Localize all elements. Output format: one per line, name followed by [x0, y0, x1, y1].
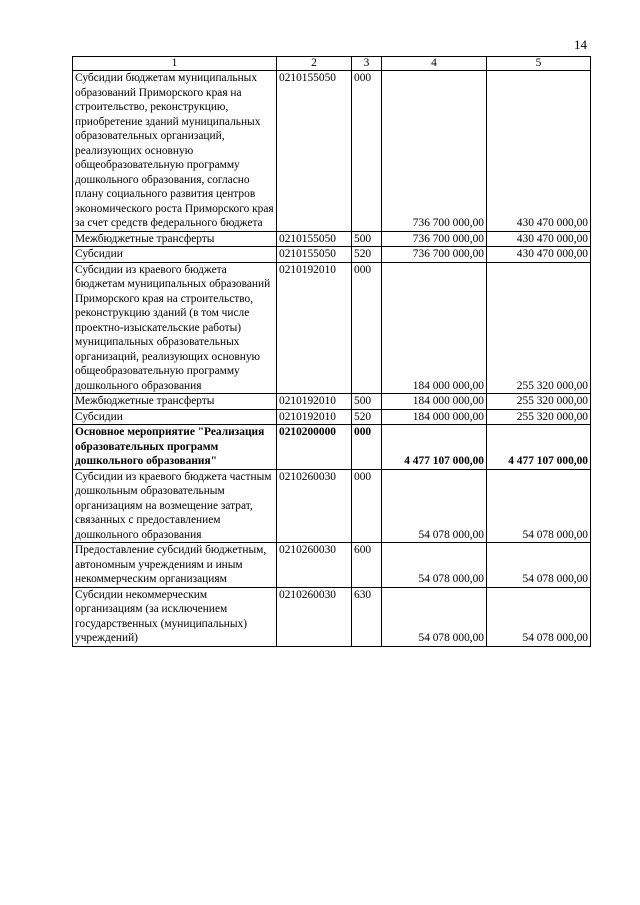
row-vr-code: 000: [352, 262, 382, 394]
row-csr-code: 0210200000: [277, 425, 352, 470]
row-amount-4: 54 078 000,00: [382, 469, 487, 543]
row-amount-5: 54 078 000,00: [487, 543, 591, 588]
row-csr-code: 0210260030: [277, 587, 352, 646]
row-vr-code: 000: [352, 71, 382, 232]
column-header: 5: [487, 57, 591, 71]
table-row-bold: [73, 425, 591, 470]
row-csr-code: 0210260030: [277, 543, 352, 588]
row-name: Субсидии из краевого бюджета частным дошкольным образовательным организациям на возмещение затрат, связанных с предоставлением дошкольного образования: [73, 469, 277, 543]
table-row: [73, 247, 591, 263]
row-name: Субсидии: [73, 247, 277, 263]
row-amount-4: 736 700 000,00: [382, 231, 487, 247]
row-csr-code: 0210192010: [277, 409, 352, 425]
row-amount-4: 4 477 107 000,00: [382, 425, 487, 470]
row-vr-code: 000: [352, 469, 382, 543]
row-amount-5: 255 320 000,00: [487, 394, 591, 410]
table-row: [73, 543, 591, 588]
row-amount-4: 54 078 000,00: [382, 587, 487, 646]
row-amount-4: 184 000 000,00: [382, 409, 487, 425]
row-amount-5: 430 470 000,00: [487, 71, 591, 232]
column-header: 4: [382, 57, 487, 71]
budget-table: [72, 56, 591, 647]
row-amount-5: 4 477 107 000,00: [487, 425, 591, 470]
row-vr-code: 500: [352, 231, 382, 247]
row-csr-code: 0210260030: [277, 469, 352, 543]
row-vr-code: 630: [352, 587, 382, 646]
table-header-row: [73, 57, 591, 71]
row-amount-4: 736 700 000,00: [382, 71, 487, 232]
row-csr-code: 0210155050: [277, 247, 352, 263]
table-row: [73, 394, 591, 410]
row-amount-4: 184 000 000,00: [382, 262, 487, 394]
row-name: Субсидии из краевого бюджета бюджетам муниципальных образований Приморского края на строительство, реконструкцию зданий (в том числе проектно-изыскательские работы) муниципальных образовательных организаций, реализующих основную общеобразовательную программу дошкольного образования: [73, 262, 277, 394]
column-header: 3: [352, 57, 382, 71]
row-vr-code: 520: [352, 247, 382, 263]
table-row: [73, 71, 591, 232]
row-amount-5: 255 320 000,00: [487, 409, 591, 425]
table-row: [73, 409, 591, 425]
row-csr-code: 0210155050: [277, 71, 352, 232]
row-amount-5: 255 320 000,00: [487, 262, 591, 394]
row-name: Субсидии некоммерческим организациям (за исключением государственных (муниципальных) учреждений): [73, 587, 277, 646]
row-vr-code: 500: [352, 394, 382, 410]
table-row: [73, 469, 591, 543]
table-row: [73, 231, 591, 247]
row-vr-code: 600: [352, 543, 382, 588]
table-row: [73, 587, 591, 646]
row-name: Субсидии: [73, 409, 277, 425]
row-name: Межбюджетные трансферты: [73, 231, 277, 247]
row-csr-code: 0210192010: [277, 394, 352, 410]
row-name: Основное мероприятие "Реализация образовательных программ дошкольного образования": [73, 425, 277, 470]
row-amount-5: 430 470 000,00: [487, 231, 591, 247]
column-header: 2: [277, 57, 352, 71]
row-amount-5: 54 078 000,00: [487, 469, 591, 543]
row-name: Предоставление субсидий бюджетным, автономным учреждениям и иным некоммерческим организациям: [73, 543, 277, 588]
column-header: 1: [73, 57, 277, 71]
row-vr-code: 520: [352, 409, 382, 425]
row-amount-4: 184 000 000,00: [382, 394, 487, 410]
row-csr-code: 0210192010: [277, 262, 352, 394]
row-amount-5: 430 470 000,00: [487, 247, 591, 263]
row-name: Субсидии бюджетам муниципальных образований Приморского края на строительство, реконструкцию, приобретение зданий муниципальных образовательных организаций, реализующих основную общеобразовательную программу дошкольного образования, согласно плану социального развития центров экономического роста Приморского края за счет средств федерального бюджета: [73, 71, 277, 232]
row-name: Межбюджетные трансферты: [73, 394, 277, 410]
page-number: 14: [574, 37, 587, 52]
row-amount-4: 736 700 000,00: [382, 247, 487, 263]
row-amount-4: 54 078 000,00: [382, 543, 487, 588]
row-amount-5: 54 078 000,00: [487, 587, 591, 646]
table-row: [73, 262, 591, 394]
row-vr-code: 000: [352, 425, 382, 470]
row-csr-code: 0210155050: [277, 231, 352, 247]
